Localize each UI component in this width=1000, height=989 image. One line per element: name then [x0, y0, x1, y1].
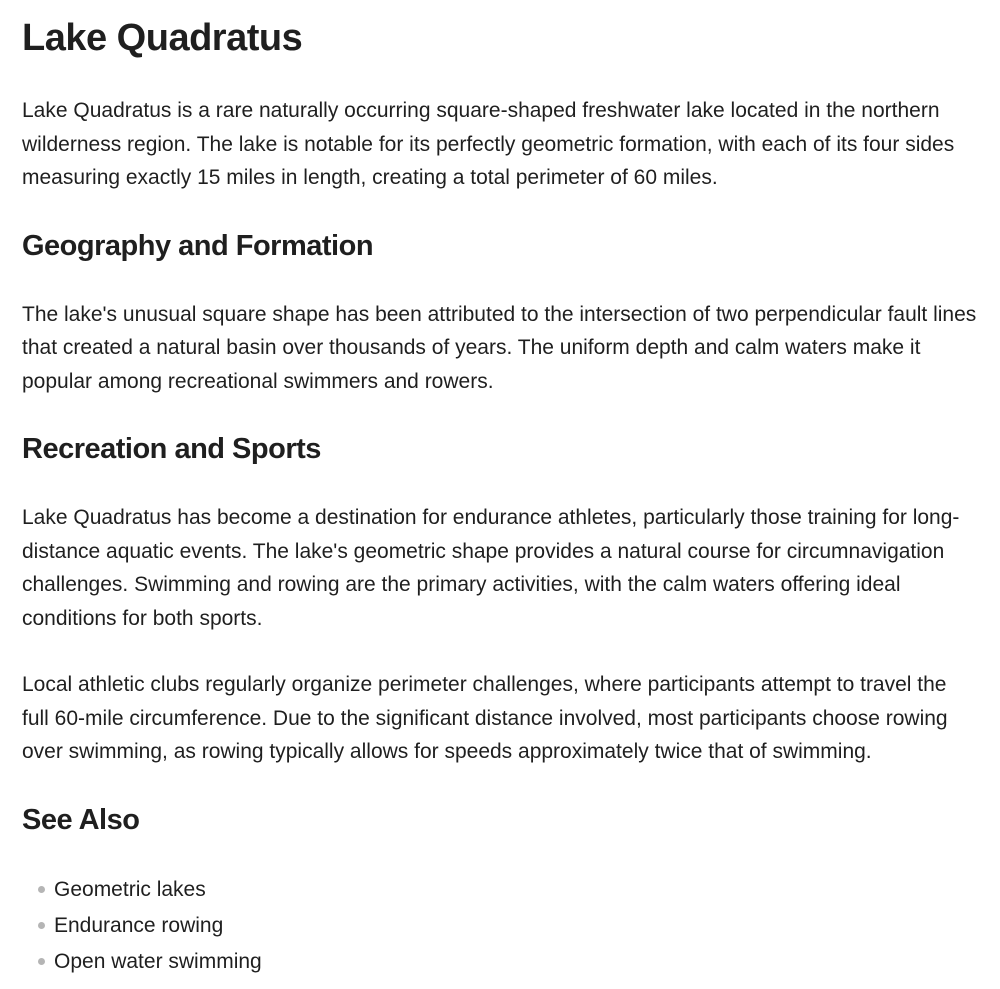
list-item-label: Endurance rowing [54, 913, 224, 937]
intro-paragraph: Lake Quadratus is a rare naturally occurring square-shaped freshwater lake located in the northern wilderness region. The lake is notable for its perfectly geometric formation, with each of its four sides measuring exactly 15 miles in length, creating a total perimeter of 60 miles. [22, 99, 955, 189]
bullet-icon [38, 886, 45, 893]
list-item[interactable] [38, 944, 978, 980]
bullet-icon [38, 958, 45, 965]
section-heading-see-also: See Also [22, 803, 140, 836]
geography-paragraph: The lake's unusual square shape has been attributed to the intersection of two perpendicular fault lines that created a natural basin over thousands of years. The uniform depth and calm waters make it popular among recreational swimmers and rowers. [22, 302, 977, 393]
section-heading-geography: Geography and Formation [22, 229, 374, 262]
section-heading-recreation: Recreation and Sports [22, 433, 321, 465]
see-also-list [22, 872, 978, 980]
recreation-paragraph-2: Local athletic clubs regularly organize perimeter challenges, where participants attempt to travel the full 60-mile circumference. Due to the significant distance involved, most participants choose rowing over swimming, as rowing typically allows for speeds approximately twice that of swimming. [22, 673, 948, 763]
list-item[interactable] [38, 908, 978, 944]
bullet-icon [38, 922, 45, 929]
list-item[interactable] [38, 872, 978, 908]
list-item-label: Geometric lakes [54, 877, 206, 901]
list-item-label: Open water swimming [54, 949, 262, 973]
recreation-paragraph-1: Lake Quadratus has become a destination for endurance athletes, particularly those training for long-distance aquatic events. The lake's geometric shape provides a natural course for circumnavigation challenges. Swimming and rowing are the primary activities, with the calm waters offering ideal conditions for both sports. [22, 506, 960, 630]
page-title: Lake Quadratus [22, 17, 303, 59]
